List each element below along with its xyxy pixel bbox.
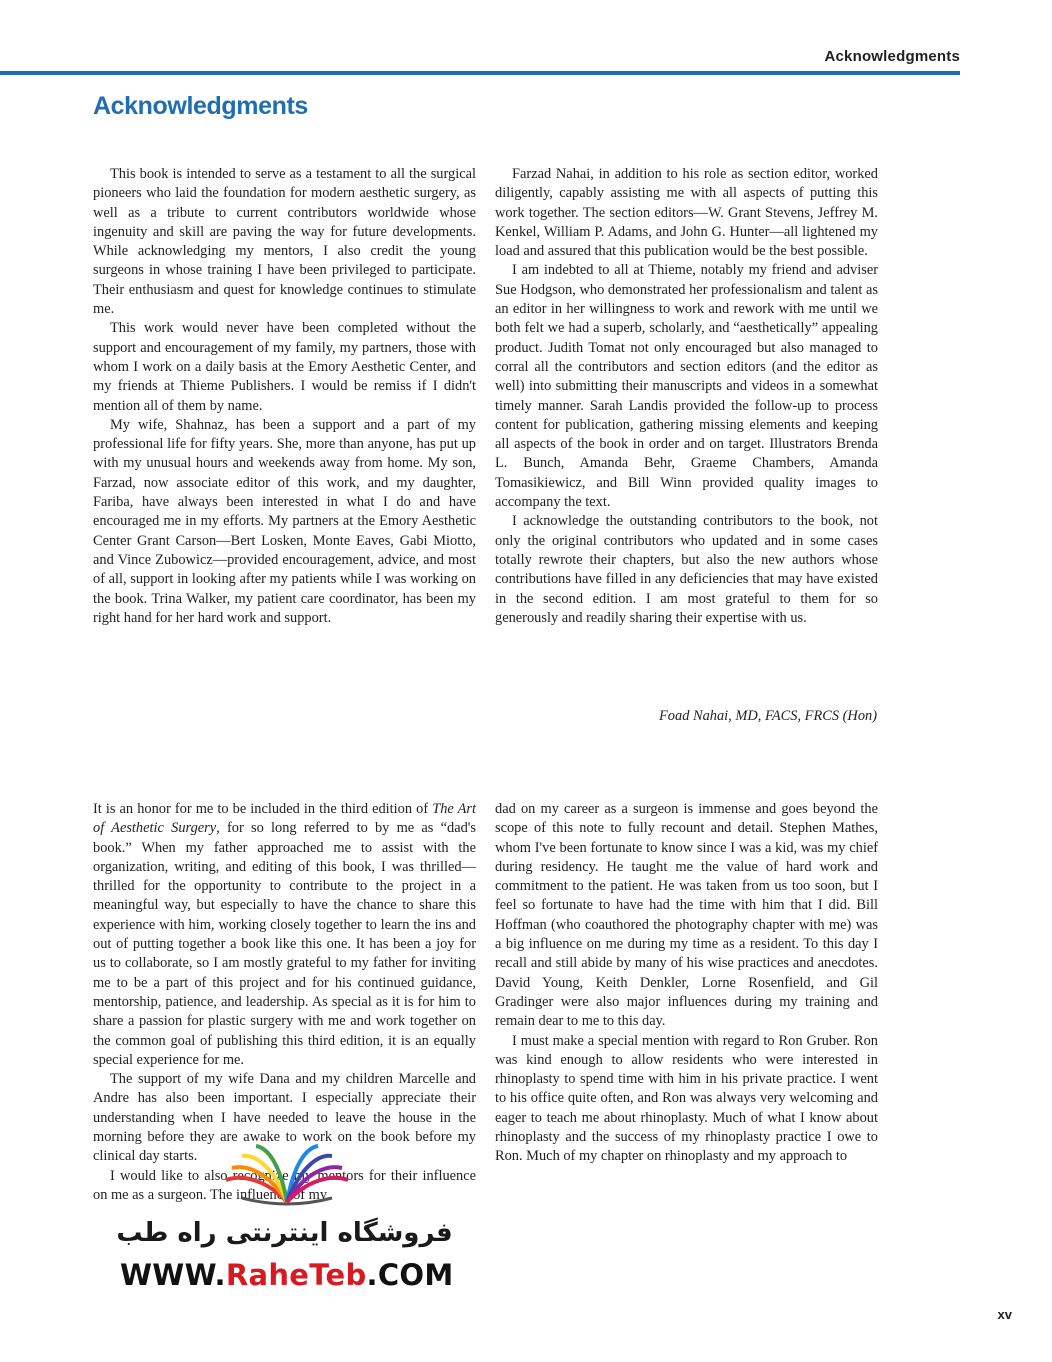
column-bottom-right [495, 800, 878, 1167]
paragraph-text: , for so long referred to by me as “dad's book.” When my father approached me to assist with the organization, writing, and editing of this book, I was thrilled—thrilled for the opportunity to contribute to the project in a meaningful way, but especially to have the chance to share this experience with him, working closely together to learn the ins and out of putting together a book like this one. It has been a joy for us to collaborate, so I am mostly grateful to my father for inviting me to be a part of this project and for his continued guidance, mentorship, patience, and leadership. As special as it is for him to share a passion for plastic surgery with me and work together on the common goal of publishing this third edition, it is an equally special experience for me. [93, 820, 476, 1068]
page-number: xv [997, 1307, 1012, 1322]
paragraph: I must make a special mention with regard to Ron Gruber. Ron was kind enough to allow residents who were interested in rhinoplasty to spend time with him in his private practice. I went to his office quite often, and Ron was always very welcoming and eager to teach me about rhinoplasty. Much of what I know about rhinoplasty and the success of my rhinoplasty practice I owe to Ron. Much of my chapter on rhinoplasty and my approach to [495, 1032, 878, 1165]
paragraph: I am indebted to all at Thieme, notably my friend and adviser Sue Hodgson, who demonstrated her professionalism and talent as an editor in her willingness to work and rework with me until we both felt we had a superb, scholarly, and “aesthetically” appealing product. Judith Tomat not only encouraged but also managed to corral all the contributors and section editors (and the editor as well) into submitting their manuscripts and videos in a somewhat timely manner. Sarah Landis provided the follow-up to process content for publication, gathering missing elements and keeping all aspects of the book in order and on target. Illustrators Brenda L. Bunch, Amanda Behr, Graeme Chambers, Amanda Tomasikiewicz, and Bill Winn provided quality images to accompany the text. [495, 262, 878, 511]
watermark-url-prefix: WWW. [120, 1258, 226, 1292]
paragraph: I acknowledge the outstanding contributors to the book, not only the original contributors who updated and in some cases totally rewrote their chapters, but also the new authors whose contributions have filled in any deficiencies that may have existed in the second edition. I am most grateful to them for so generously and readily sharing their expertise with us. [495, 513, 878, 626]
watermark-persian-text: فروشگاه اینترنتی راه طب [116, 1218, 453, 1248]
page-title: Acknowledgments [93, 92, 308, 120]
header-rule [0, 71, 960, 75]
paragraph: I would like to also recognize my mentors for their influence on me as a surgeon. The influence of my [93, 1167, 476, 1203]
column-top-right [495, 165, 878, 628]
paragraph-text: It is an honor for me to be included in the third edition of [93, 801, 433, 817]
paragraph: This work would never have been completed without the support and encouragement of my family, my partners, those with whom I work on a daily basis at the Emory Aesthetic Center, and my friends at Thieme Publishers. I would be remiss if I didn't mention all of them by name. [93, 320, 476, 414]
paragraph: Farzad Nahai, in addition to his role as section editor, worked diligently, capably assisting me with all aspects of putting this work together. The section editors—W. Grant Stevens, Jeffrey M. Kenkel, William P. Adams, and John G. Hunter—all lightened my load and assured that this publication would be the best possible. [495, 166, 878, 260]
paragraph: My wife, Shahnaz, has been a support and a part of my professional life for fifty years. She, more than anyone, has put up with my unusual hours and weekends away from home. My son, Farzad, now associate editor of this work, and my daughter, Fariba, have always been interested in what I do and have encouraged me in my efforts. My partners at the Emory Aesthetic Center Grant Carson—Bert Losken, Monte Eaves, Gabi Miotto, and Vince Zubowicz—provided encouragement, advice, and most of all, support in looking after my patients while I was working on the book. Trina Walker, my patient care coordinator, has been my right hand for her hard work and support. [93, 416, 476, 626]
watermark-url-brand: RaheTeb [225, 1258, 367, 1292]
watermark-url-suffix: .COM [366, 1258, 454, 1292]
column-top-left [93, 165, 476, 628]
book-logo-icon [222, 1140, 352, 1210]
paragraph [93, 800, 476, 1070]
book-title: The Art of Aesthetic Surgery [93, 801, 476, 837]
paragraph: This book is intended to serve as a testament to all the surgical pioneers who laid the foundation for modern aesthetic surgery, as well as a tribute to current contributors worldwide whose ingenuity and skill are paving the way for future developments. While acknowledging my mentors, I also credit the young surgeons in whose training I have been privileged to participate. Their enthusiasm and quest for knowledge continues to stimulate me. [93, 166, 476, 318]
watermark [112, 1140, 457, 1300]
paragraph: The support of my wife Dana and my children Marcelle and Andre has also been important. I especially appreciate their understanding when I have needed to leave the house in the morning before they are awake to work on the book before my clinical day starts. [93, 1071, 476, 1165]
signature: Foad Nahai, MD, FACS, FRCS (Hon) [659, 708, 877, 724]
watermark-url [120, 1258, 454, 1292]
paragraph: dad on my career as a surgeon is immense and goes beyond the scope of this note to fully recount and detail. Stephen Mathes, whom I've been fortunate to know since I was a kid, was my chief during residency. He taught me the value of hard work and commitment to the patient. He was taken from us too soon, but I feel so fortunate to have had the time with him that I did. Bill Hoffman (who coauthored the photography chapter with me) was a big influence on me during my time as a resident. To this day I recall and still abide by many of his wise practices and anecdotes. David Young, Keith Denkler, Lorne Rosenfield, and Gil Gradinger were also major influences during my training and remain dear to me to this day. [495, 801, 878, 1030]
running-head: Acknowledgments [824, 48, 960, 65]
